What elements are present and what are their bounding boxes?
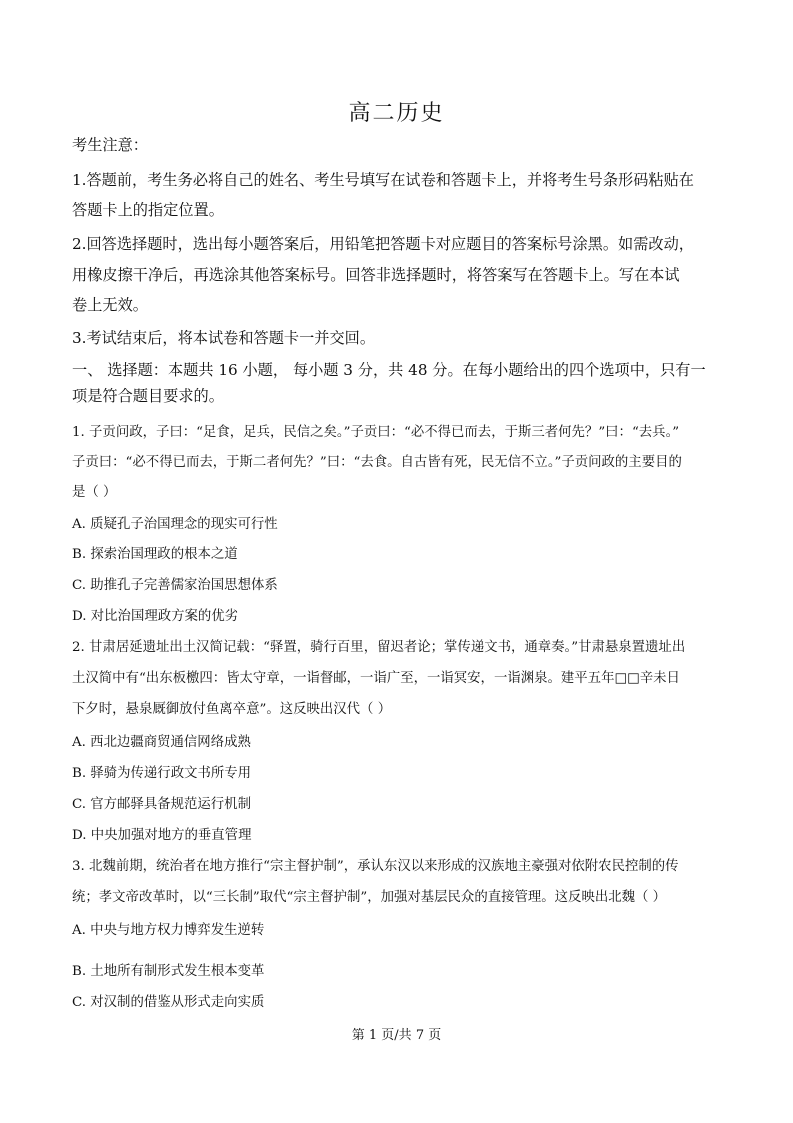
- section-heading: 一、 选择题：本题共 16 小题， 每小题 3 分，共 48 分。在每小题给出的四个选项中，只有一: [72, 361, 706, 379]
- question-stem: 是（ ）: [72, 485, 117, 500]
- question-option: D. 对比治国理政方案的优劣: [72, 609, 239, 624]
- question-option: C. 官方邮驿具备规范运行机制: [72, 797, 251, 812]
- question-option: A. 中央与地方权力博弈发生逆转: [72, 923, 265, 938]
- page-number: 第 1 页/共 7 页: [351, 1028, 442, 1043]
- notice-line: 2.回答选择题时，选出每小题答案后，用铅笔把答题卡对应题目的答案标号涂黑。如需改动，: [72, 235, 694, 253]
- notice-line: 答题卡上的指定位置。: [72, 201, 224, 219]
- question-stem: 2. 甘肃居延遗址出土汉简记载：“驿置，骑行百里，留迟者论；掌传递文书，通章奏。”甘肃悬泉置遗址出: [72, 640, 686, 655]
- notice-line: 卷上无效。: [72, 296, 148, 314]
- section-heading: 项是符合题目要求的。: [72, 387, 224, 405]
- question-stem: 土汉简中有“出东板檄四：皆太守章，一诣督邮，一诣广至，一诣冥安，一诣渊泉。建平五年□□辛未日: [72, 671, 680, 686]
- notice-line: 用橡皮擦干净后，再选涂其他答案标号。回答非选择题时，将答案写在答题卡上。写在本试: [72, 266, 680, 284]
- question-stem: 子贡曰：“必不得已而去，于斯二者何先？”曰：“去食。自古皆有死，民无信不立。”子贡问政的主要目的: [72, 455, 682, 470]
- question-option: B. 探索治国理政的根本之道: [72, 547, 238, 562]
- question-option: A. 西北边疆商贸通信网络成熟: [72, 735, 251, 750]
- notice-line: 1.答题前，考生务必将自己的姓名、考生号填写在试卷和答题卡上，并将考生号条形码粘贴在: [72, 171, 694, 189]
- question-stem: 3. 北魏前期，统治者在地方推行“宗主督护制”，承认东汉以来形成的汉族地主豪强对依附农民控制的传: [72, 859, 679, 874]
- notice-heading: 考生注意：: [72, 136, 148, 154]
- question-option: C. 对汉制的借鉴从形式走向实质: [72, 995, 265, 1010]
- question-stem: 统；孝文帝改革时，以“三长制”取代“宗主督护制”，加强对基层民众的直接管理。这反映出北魏（ ）: [72, 890, 667, 905]
- question-option: B. 土地所有制形式发生根本变革: [72, 964, 265, 979]
- notice-line: 3.考试结束后，将本试卷和答题卡一并交回。: [72, 329, 376, 347]
- question-option: B. 驿骑为传递行政文书所专用: [72, 766, 252, 781]
- question-stem: 下夕时，悬泉厩御放付鱼离卒意”。这反映出汉代（ ）: [72, 702, 392, 717]
- question-option: C. 助推孔子完善儒家治国思想体系: [72, 578, 278, 593]
- page-title: 高二历史: [348, 101, 445, 126]
- question-option: D. 中央加强对地方的垂直管理: [72, 828, 252, 843]
- question-stem: 1. 子贡问政，子曰：“足食，足兵，民信之矣。”子贡曰：“必不得已而去，于斯三者何先？”曰：“去兵。”: [72, 425, 680, 440]
- question-option: A. 质疑孔子治国理念的现实可行性: [72, 517, 278, 532]
